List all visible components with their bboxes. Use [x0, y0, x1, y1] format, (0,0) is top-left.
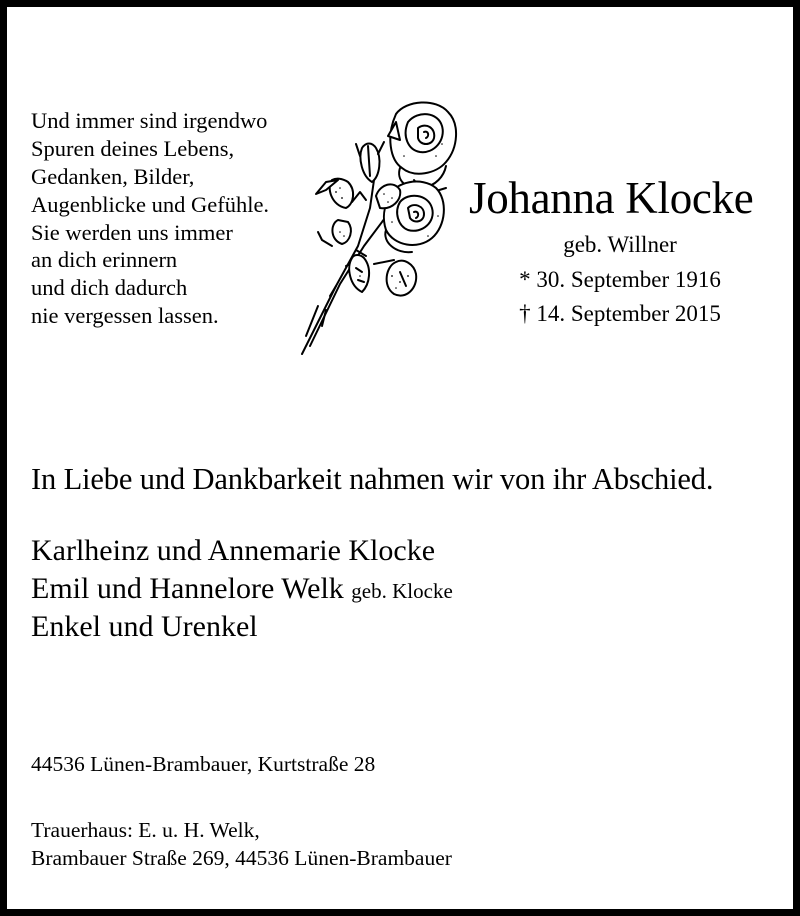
- mourners-list: [31, 532, 453, 646]
- mourner-line: Karlheinz und Annemarie Klocke: [31, 534, 436, 567]
- residence-address: 44536 Lünen-Brambauer, Kurtstraße 28: [31, 752, 376, 776]
- mourning-house-address: Brambauer Straße 269, 44536 Lünen-Brambauer: [31, 846, 452, 870]
- poem-line: an dich erinnern: [31, 247, 178, 273]
- mourner-line: [31, 570, 453, 608]
- mourning-house-label: Trauerhaus: E. u. H. Welk,: [31, 818, 260, 842]
- mourner-line: Enkel und Urenkel: [31, 610, 258, 643]
- birth-date: * 30. September 1916: [519, 267, 721, 292]
- deceased-name: Johanna Klocke: [469, 173, 754, 223]
- rose-bouquet-icon: [296, 96, 466, 358]
- poem-line: Augenblicke und Gefühle.: [31, 191, 270, 217]
- poem-line: und dich dadurch: [31, 275, 188, 301]
- poem-line: Sie werden uns immer: [31, 219, 233, 245]
- mourner-maiden-note: geb. Klocke: [351, 579, 453, 603]
- poem: [31, 107, 269, 330]
- poem-line: Gedanken, Bilder,: [31, 163, 195, 189]
- poem-line: Spuren deines Lebens,: [31, 135, 235, 161]
- farewell-text: In Liebe und Dankbarkeit nahmen wir von ihr Abschied.: [31, 462, 714, 496]
- poem-line: Und immer sind irgendwo: [31, 108, 268, 133]
- maiden-name: geb. Willner: [563, 232, 677, 257]
- death-date: † 14. September 2015: [519, 301, 721, 326]
- poem-line: nie vergessen lassen.: [31, 303, 219, 329]
- mourner-names: Emil und Hannelore Welk: [31, 572, 344, 605]
